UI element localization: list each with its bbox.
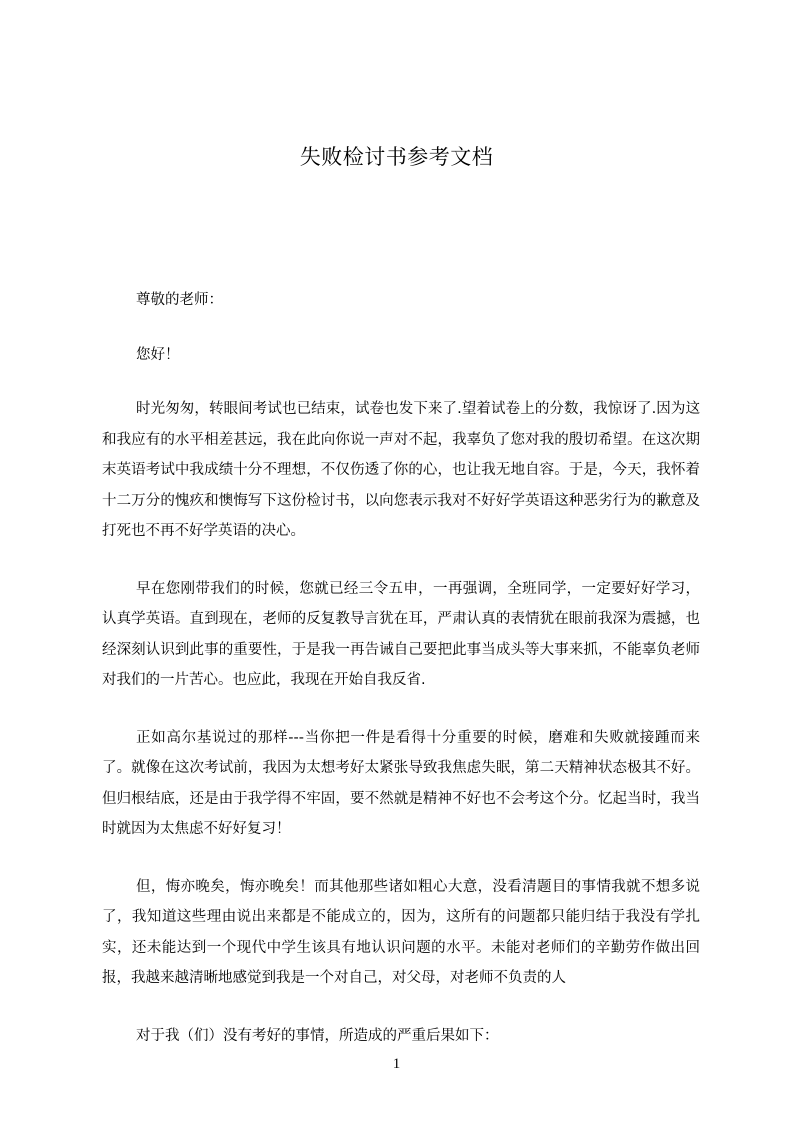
greeting: 您好！: [136, 346, 180, 363]
document-title: 失败检讨书参考文档: [299, 145, 494, 169]
paragraph-2: 早在您刚带我们的时候，您就已经三令五申，一再强调，全班同学，一定要好好学习，认真学英语。直到现在，老师的反复教导言犹在耳，严肃认真的表情犹在眼前我深为震撼，也经深刻认识到此事的重要性，于是我一再告诫自己要把此事当成头等大事来抓，不能辜负老师对我们的一片苦心。也应此，我现在开始自我反省.: [102, 580, 700, 688]
page-number: 1: [392, 1056, 401, 1072]
salutation: 尊敬的老师：: [136, 292, 223, 308]
closing-line: 对于我（们）没有考好的事情，所造成的严重后果如下：: [136, 1027, 499, 1044]
paragraph-1: 时光匆匆，转眼间考试也已结束，试卷也发下来了.望着试卷上的分数，我惊讶了.因为这和我应有的水平相差甚远，我在此向你说一声对不起，我辜负了您对我的殷切希望。在这次期末英语考试中我成绩十分不理想，不仅伤透了你的心，也让我无地自容。于是，今天，我怀着十二万分的愧疚和懊悔写下这份检讨书，以向您表示我对不好好学英语这种恶劣行为的歉意及打死也不再不好学英语的决心。: [102, 401, 700, 539]
paragraph-4: 但，悔亦晚矣，悔亦晚矣！而其他那些诸如粗心大意，没看清题目的事情我就不想多说了，我知道这些理由说出来都是不能成立的，因为，这所有的问题都只能归结于我没有学扎实，还未能达到一个现代中学生该具有地认识问题的水平。未能对老师们的辛勤劳作做出回报，我越来越清晰地感觉到我是一个对自己，对父母，对老师不负责的人: [102, 878, 700, 986]
document-body: [102, 285, 700, 1075]
paragraph-3: 正如高尔基说过的那样---当你把一件是看得十分重要的时候，磨难和失败就接踵而来了。就像在这次考试前，我因为太想考好太紧张导致我焦虑失眠，第二天精神状态极其不好。但归根结底，还是由于我学得不牢固，要不然就是精神不好也不会考这个分。忆起当时，我当时就因为太焦虑不好好复习！: [102, 729, 700, 837]
